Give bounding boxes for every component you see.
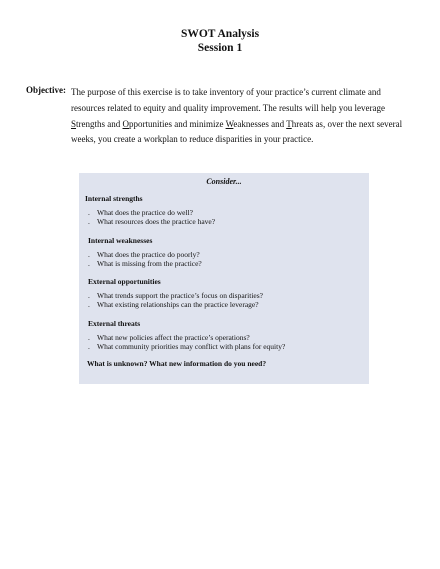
- consider-heading: Consider...: [206, 177, 242, 186]
- objective-paragraph: [71, 85, 416, 148]
- bullet: .: [88, 291, 90, 300]
- opportunities-rest: pportunities and minimize: [129, 118, 226, 129]
- item-text: What resources does the practice have?: [97, 217, 216, 226]
- item-text: What does the practice do poorly?: [97, 250, 200, 259]
- list-item: [88, 259, 202, 268]
- objective-line-4: weeks, you create a workplan to reduce disparities in your practice.: [71, 134, 314, 145]
- item-text: What existing relationships can the practice leverage?: [97, 300, 259, 309]
- session-subtitle: Session 1: [197, 42, 243, 54]
- section-internal-weaknesses: Internal weaknesses: [88, 236, 153, 245]
- section-internal-strengths: Internal strengths: [85, 194, 143, 203]
- bullet: .: [88, 342, 90, 351]
- list-item: [88, 300, 259, 309]
- objective-label: Objective:: [26, 85, 66, 95]
- threats-initial: T: [286, 118, 292, 129]
- objective-line-1: The purpose of this exercise is to take inventory of your practice’s current climate and: [71, 87, 381, 97]
- bullet: .: [88, 259, 90, 268]
- item-text: What trends support the practice’s focus on disparities?: [97, 291, 263, 300]
- list-item: [88, 342, 285, 351]
- consider-panel: [79, 173, 369, 384]
- bullet: .: [88, 208, 90, 217]
- list-item: [88, 250, 200, 259]
- final-question: What is unknown? What new information do you need?: [87, 359, 267, 368]
- weaknesses-initial: W: [225, 118, 234, 129]
- bullet: .: [88, 250, 90, 259]
- bullet: .: [88, 333, 90, 342]
- list-item: [88, 291, 263, 300]
- objective-line-3: [71, 117, 416, 133]
- section-external-threats: External threats: [88, 319, 141, 328]
- item-text: What new policies affect the practice’s operations?: [97, 333, 250, 342]
- list-item: [88, 333, 250, 342]
- threats-rest: hreats as, over the next several: [291, 118, 403, 129]
- bullet: .: [88, 300, 90, 309]
- weaknesses-rest: eaknesses and: [233, 118, 287, 129]
- item-text: What is missing from the practice?: [97, 259, 202, 268]
- bullet: .: [88, 217, 90, 226]
- opportunities-initial: O: [122, 118, 130, 129]
- item-text: What community priorities may conflict with plans for equity?: [97, 342, 286, 351]
- item-text: What does the practice do well?: [97, 208, 193, 217]
- strengths-initial: S: [71, 118, 77, 129]
- list-item: [88, 217, 215, 226]
- strengths-rest: trengths and: [76, 118, 123, 129]
- objective-line-2: resources related to equity and quality improvement. The results will help you leverage: [71, 102, 385, 113]
- section-external-opportunities: External opportunities: [88, 277, 161, 286]
- list-item: [88, 208, 193, 217]
- page-title: SWOT Analysis: [180, 28, 260, 40]
